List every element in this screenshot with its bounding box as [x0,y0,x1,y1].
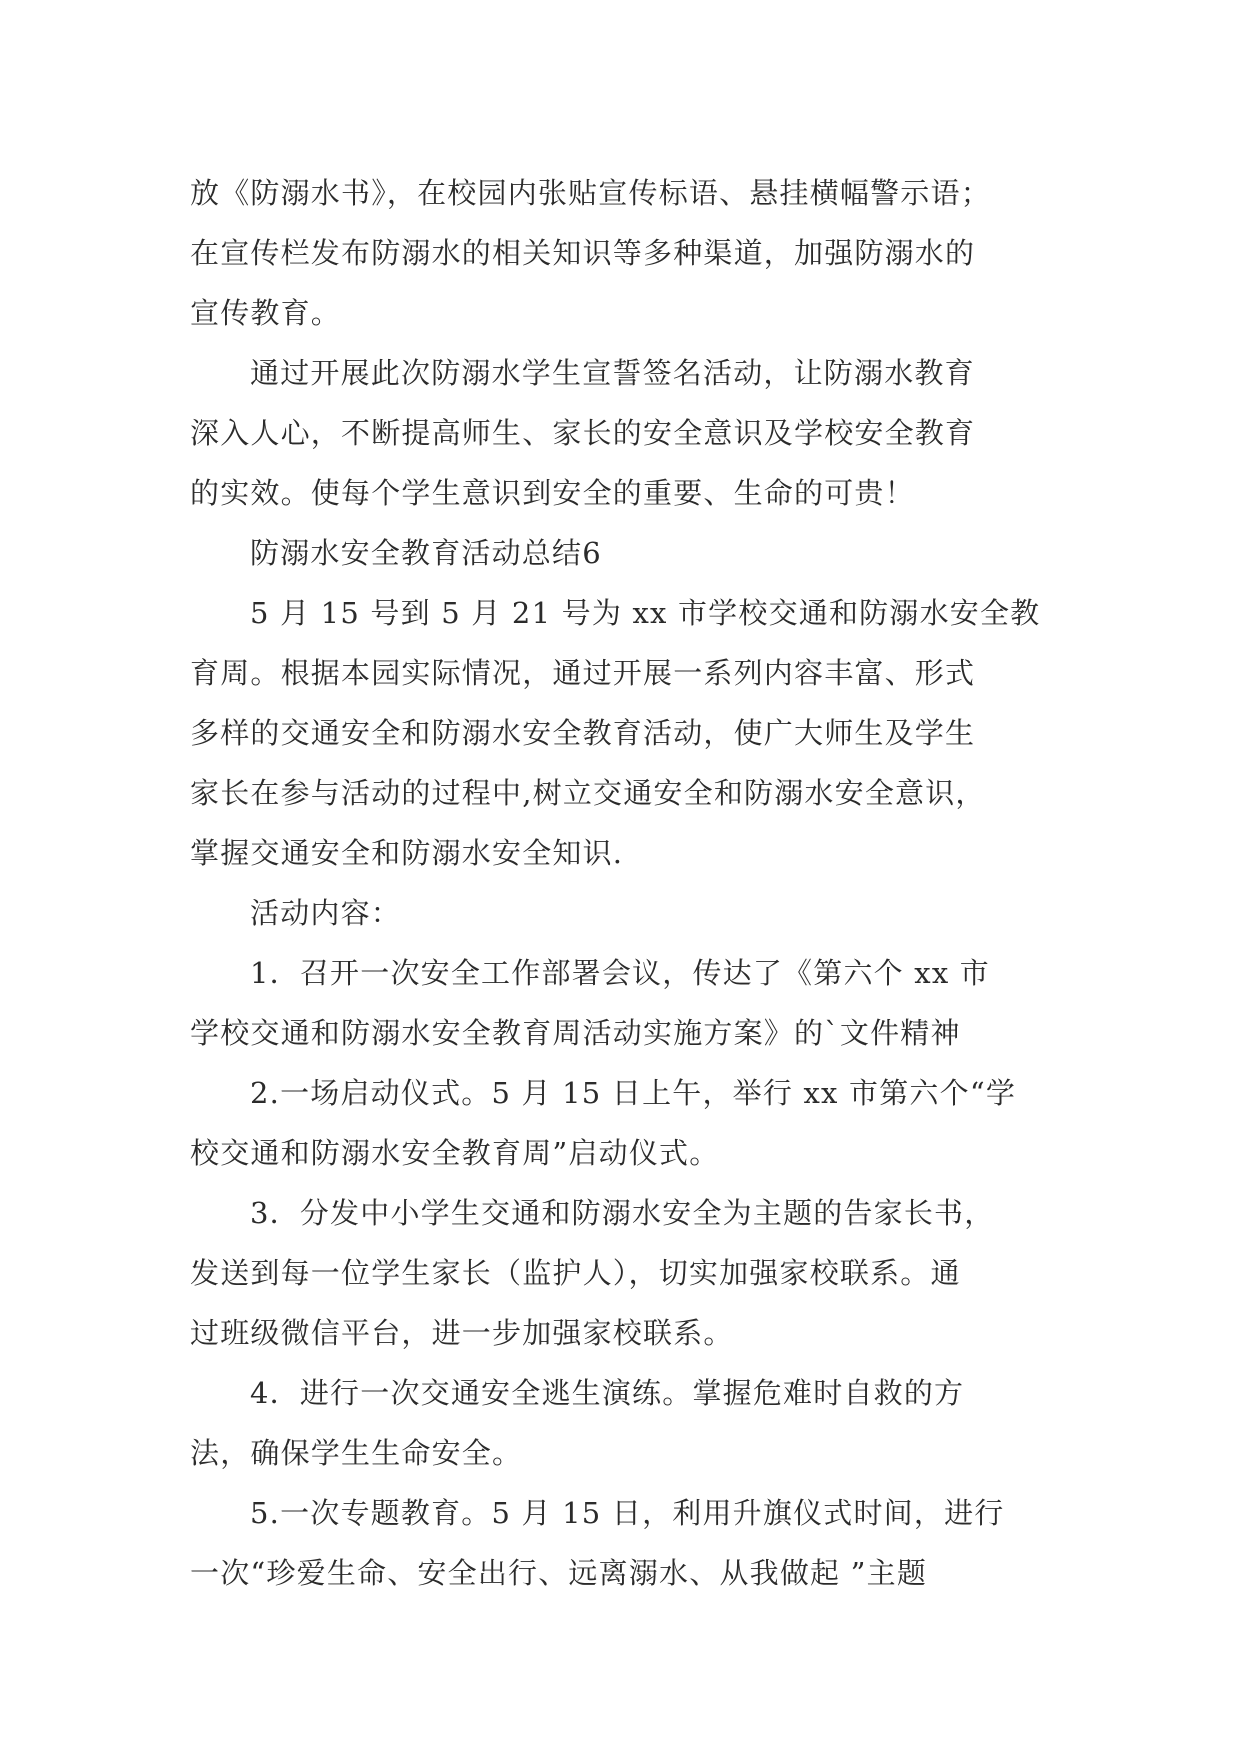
text-line: 校交通和防溺水安全教育周”启动仪式。 [190,1136,720,1170]
list-item-1: 1．召开一次安全工作部署会议，传达了《第六个 xx 市 [250,956,990,990]
paragraph-first-line: 通过开展此次防溺水学生宣誓签名活动，让防溺水教育 [250,356,975,390]
text-line: 发送到每一位学生家长（监护人），切实加强家校联系。通 [190,1256,961,1290]
text-line: 家长在参与活动的过程中,树立交通安全和防溺水安全意识， [190,776,986,810]
document-body [190,163,1050,1603]
text-line: 深入人心，不断提高师生、家长的安全意识及学校安全教育 [190,416,976,450]
list-heading: 活动内容： [250,896,402,930]
text-line: 育周。根据本园实际情况，通过开展一系列内容丰富、形式 [190,656,976,690]
text-line: 一次“珍爱生命、安全出行、远离溺水、从我做起 ”主题 [190,1556,928,1590]
text-line: 过班级微信平台，进一步加强家校联系。 [190,1316,734,1350]
section-heading: 防溺水安全教育活动总结6 [250,536,602,570]
text-line: 在宣传栏发布防溺水的相关知识等多种渠道，加强防溺水的 [190,236,976,270]
list-item-5: 5.一次专题教育。5 月 15 日，利用升旗仪式时间，进行 [250,1496,1005,1530]
paragraph-first-line: 5 月 15 号到 5 月 21 号为 xx 市学校交通和防溺水安全教 [250,596,1041,630]
text-line: 法，确保学生生命安全。 [190,1436,523,1470]
text-line: 学校交通和防溺水安全教育周活动实施方案》的`文件精神 [190,1016,961,1050]
text-line: 的实效。使每个学生意识到安全的重要、生命的可贵！ [190,476,915,510]
list-item-4: 4．进行一次交通安全逃生演练。掌握危难时自救的方 [250,1376,965,1410]
text-line: 宣传教育。 [190,296,342,330]
list-item-3: 3．分发中小学生交通和防溺水安全为主题的告家长书， [250,1196,995,1230]
list-item-2: 2.一场启动仪式。5 月 15 日上午，举行 xx 市第六个“学 [250,1076,1017,1110]
text-line: 放《防溺水书》，在校园内张贴宣传标语、悬挂横幅警示语； [190,176,991,210]
text-line: 掌握交通安全和防溺水安全知识. [190,836,624,870]
text-line: 多样的交通安全和防溺水安全教育活动，使广大师生及学生 [190,716,976,750]
